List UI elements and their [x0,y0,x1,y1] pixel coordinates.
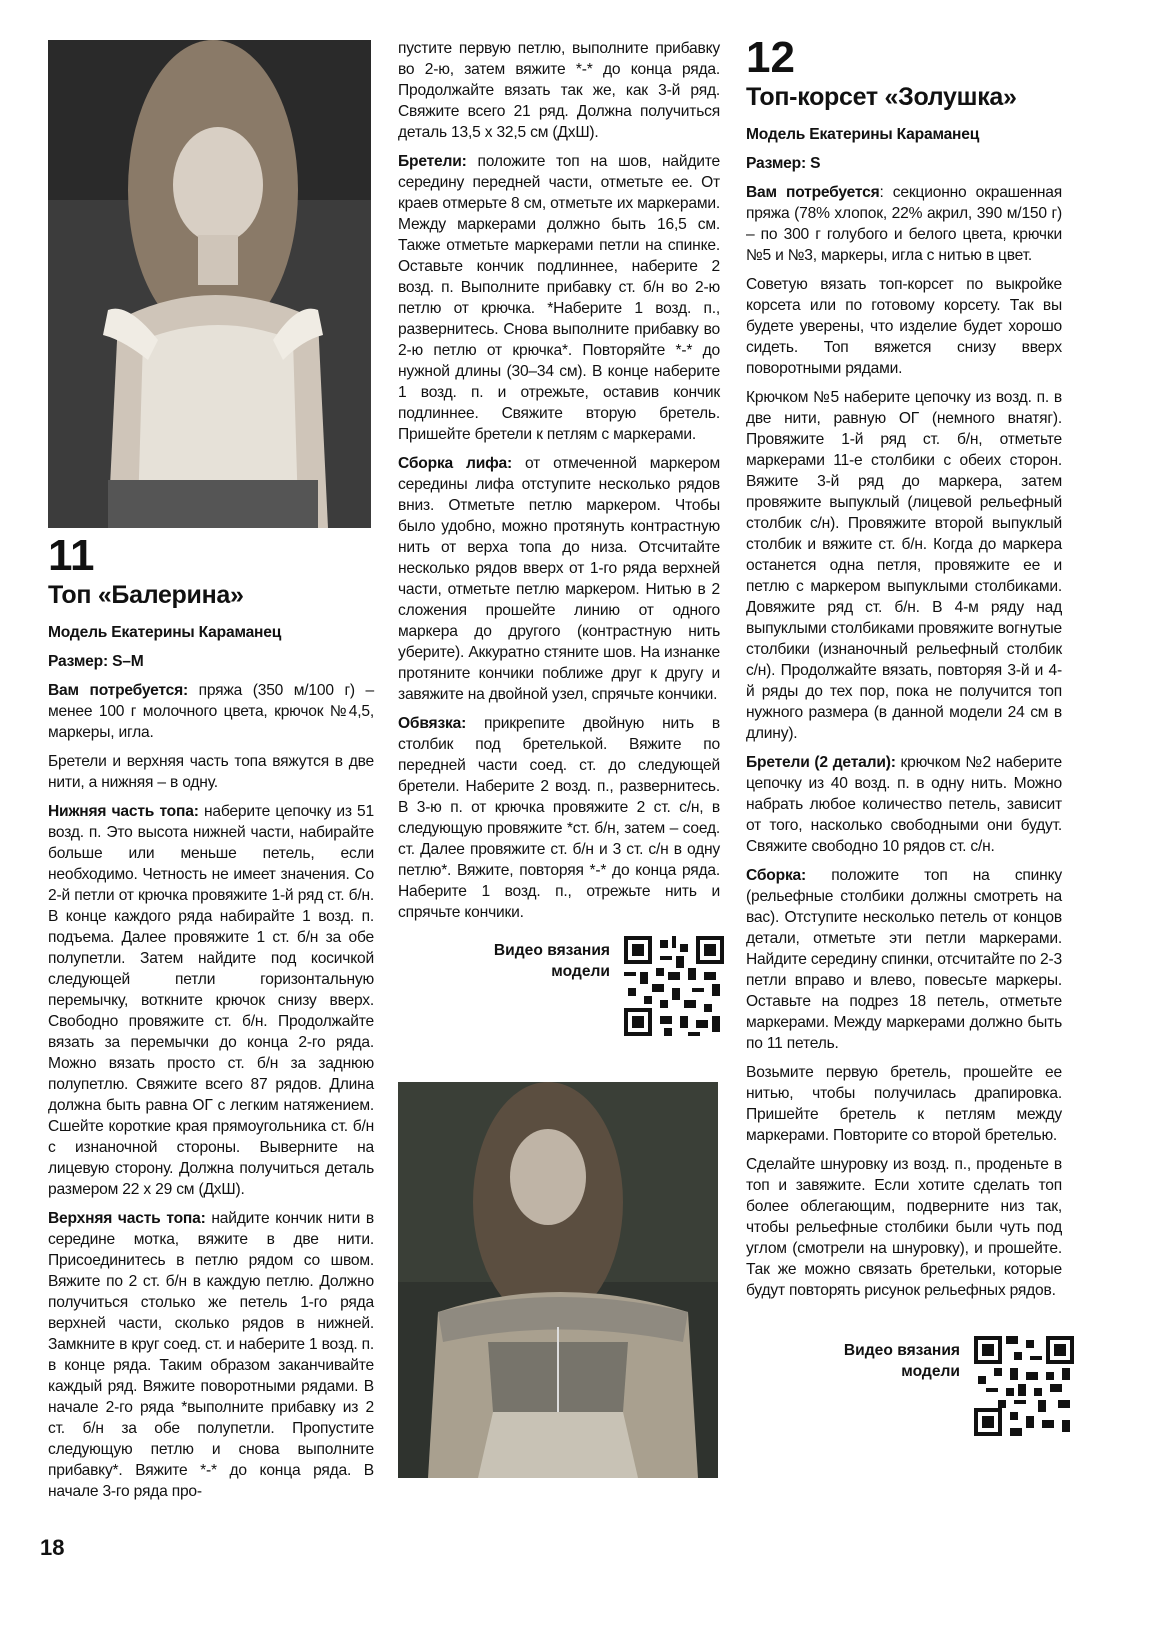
straps-text-11: положите топ на шов, найдите середину передней части, отметьте ее. От краев отмерьте 8 см, отметьте их маркерами. Между маркерами должно быть 16,5 см. Также отметьте маркерами петли на спинке. Оставьте кончик подлиннее, наберите 2 возд. п. Выполните прибавку ст. б/н во 2-ю петлю от крючка. *Наберите 1 возд. п., развернитесь. Снова выполните прибавку во 2-ю петлю от крючка*. Повторяйте *-* до нужной длины (30–34 см). В конце наберите 1 возд. п. и отрежьте, оставив кончик подлиннее. Свяжите вторую бретель. Пришейте бретели к петлям с маркерами. [398,153,720,443]
straps-label-12: Бретели (2 детали): [746,754,896,771]
straps-11 [398,151,720,445]
upper-part-continued-11: пустите первую петлю, выполните прибавку во 2-ю, затем вяжите *-* до конца ряда. Продолжайте вязать так же, как 3-й ряд. Свяжите всего 21 ряд. Должна получиться деталь 13,5 х 32,5 см (ДхШ). [398,40,720,141]
lacing-12: Сделайте шнуровку из возд. п., проденьте в топ и завяжите. Если хотите сделать топ более облегающим, подверните низ так, чтобы рельефные столбики были чуть под углом (смотрели на шнуровку), и прошейте. Так же можно связать бретельки, которые будут повторять рисунок рельефных рядов. [746,1156,1062,1299]
edging-11 [398,713,720,923]
photo-corset-top [398,1082,718,1478]
materials-12 [746,182,1062,266]
size-11: Размер: S–M [48,653,144,670]
strap-sewing-12: Возьмите первую бретель, прошейте ее нитью, чтобы получилась драпировка. Пришейте бретель к петлям между маркерами. Повторите со второй бретелью. [746,1064,1062,1144]
pattern-number-11: 11 [48,531,95,580]
pattern-title-12: Топ-корсет «Золушка» [746,83,1017,111]
video-label-12: Видео вязания модели [843,1342,960,1380]
upper-part-11 [48,1208,374,1502]
photo-ballerina-illustration [48,40,371,528]
column-left [48,531,374,1510]
video-label-11: Видео вязания модели [493,942,610,980]
body-instructions-12: Крючком №5 наберите цепочку из возд. п. в две нити, равную ОГ (немного внатяг). Провяжите 1-й ряд ст. б/н, отметьте маркерами 11-е столбики с обеих сторон. Вяжите 3-й ряд до маркера, затем провяжите выпуклый (лицевой рельефный столбик с/н). Провяжите второй выпуклый столбик и вяжите ст. б/н. Когда до маркера останется одна петля, провяжите ее и петлю с маркером выпуклыми столбиками. Довяжите ряд ст. б/н. В 4-м ряду над выпуклыми столбиками провяжите вогнутые столбики (изнаночный рельефный столбик с/н). Продолжайте вязать, повторяя 3-й и 4-й ряды до тех пор, пока не получится топ нужного размера (в данной модели 24 см в длину). [746,389,1062,742]
straps-label-11: Бретели: [398,153,467,170]
edging-text-11: прикрепите двойную нить в столбик под бретелькой. Вяжите по передней части соед. ст. до следующей бретели. Наберите 2 возд. п., развернитесь. В 3-ю п. от крючка провяжите 2 ст. с/н, в следующую провяжите *ст. б/н, затем – соед. ст. Далее провяжите ст. б/н и 3 ст. с/н в одну петлю*. Вяжите, повторяя *-* до конца ряда. Наберите 1 возд. п., отрежьте нить и спрячьте кончики. [398,715,720,921]
lower-part-label-11: Нижняя часть топа: [48,803,199,820]
materials-text-12: : секционно окрашенная пряжа (78% хлопок, 22% акрил, 390 м/150 г) – по 300 г голубого и белого цвета, крючки №5 и №3, маркеры, игла с нитью в цвет. [746,184,1062,264]
pattern-number-12: 12 [746,33,795,82]
upper-part-text-11: найдите кончик нити в середине мотка, вяжите в две нити. Присоединитесь в петлю рядом со швом. Вяжите по 2 ст. б/н в каждую петлю. Должно получиться столько же петель 1-го ряда верхней части, сколько рядов в нижней. Замкните в круг соед. ст. и наберите 1 возд. п. в конце ряда. Таким образом заканчивайте каждый ряд. Вяжите поворотными рядами. В начале 2-го ряда *выполните прибавку из 2 ст. б/н за обе полупетли. Пропустите следующую петлю и снова выполните прибавку*. Вяжите *-* до конца ряда. В начале 3-го ряда про- [48,1210,374,1500]
assembly-label-12: Сборка: [746,867,807,884]
assembly-12 [746,865,1062,1054]
column-right [746,33,1062,1309]
size-12: Размер: S [746,155,821,172]
page-number: 18 [40,1535,65,1560]
model-credit-11: Модель Екатерины Караманец [48,624,282,641]
lower-part-11 [48,801,374,1200]
materials-label-11: Вам потребуется: [48,682,189,699]
edging-label-11: Обвязка: [398,715,467,732]
photo-corset-illustration [398,1082,718,1478]
advice-12: Советую вязать топ-корсет по выкройке корсета или по готовому корсету. Так вы будете уверены, что изделие будет хорошо сидеть. Топ вяжется снизу вверх поворотными рядами. [746,276,1062,377]
straps-12 [746,752,1062,857]
assembly-text-12: положите топ на спинку (рельефные столбики должны смотреть на вас). Отступите несколько петель от концов детали, отметьте эти петли маркерами. Найдите середину спинки, отсчитайте по 2-3 петли вправо и влево, повесьте маркеры. Оставьте на подрез 18 петель, отметьте маркерами. Между маркерами должно быть по 11 петель. [746,867,1062,1052]
qr-code-icon[interactable] [974,1336,1074,1436]
upper-part-label-11: Верхняя часть топа: [48,1210,206,1227]
qr-code-icon[interactable] [624,936,724,1036]
lower-part-text-11: наберите цепочку из 51 возд. п. Это высота нижней части, набирайте больше или меньше петель, если необходимо. Четность не имеет значения. Со 2-й петли от крючка провяжите 1-й ряд ст. б/н. В конце каждого ряда набирайте 1 возд. п. подъема. Далее провяжите 1 ст. б/н за обе полупетли. Затем найдите под косичкой следующей петли горизонтальную перемычку, воткните крючок снизу вверх. Свободно провяжите ст. б/н. Продолжайте вязать за перемычки до конца 2-го ряда. Можно вязать просто ст. б/н за заднюю полупетлю. Свяжите всего 87 рядов. Длина должна быть равна ОГ с легким натяжением. Сшейте короткие края прямоугольника ст. б/н с изнаночной стороны. Выверните на лицевую сторону. Должна получиться деталь размером 22 х 29 см (ДхШ). [48,803,374,1198]
bodice-text-11: от отмеченной маркером середины лифа отступите несколько рядов вниз. Отметьте петлю маркером. Чтобы было удобно, можно протянуть контрастную нить от верха топа до низа. Отсчитайте несколько рядов вверх от 1-го ряда верхней части, отметьте петлю маркером. Нитью в 2 сложения прошейте линию от одного маркера до другого (контрастную нить уберите). Аккуратно стяните шов. На изнанке протяните кончики поближе друг к другу и завяжите на двойной узел, спрячьте кончики. [398,455,721,703]
model-credit-12: Модель Екатерины Караманец [746,126,980,143]
straps-text-12: крючком №2 наберите цепочку из 40 возд. п. в одну нить. Можно набрать любое количество петель, зависит от того, насколько свободными они будут. Свяжите свободно 10 рядов ст. с/н. [746,754,1062,855]
materials-text-11: пряжа (350 м/100 г) – менее 100 г молочного цвета, крючок №4,5, маркеры, игла. [48,682,374,741]
pattern-title-11: Топ «Балерина» [48,581,244,609]
video-block-11 [492,936,724,1036]
materials-label-12: Вам потребуется [746,184,880,201]
photo-ballerina-top [48,40,371,528]
bodice-assembly-11 [398,453,720,705]
video-block-12 [842,1336,1074,1436]
intro-11: Бретели и верхняя часть топа вяжутся в две нити, а нижняя – в одну. [48,753,374,791]
column-middle [398,38,720,931]
bodice-label-11: Сборка лифа: [398,455,513,472]
materials-11 [48,680,374,743]
